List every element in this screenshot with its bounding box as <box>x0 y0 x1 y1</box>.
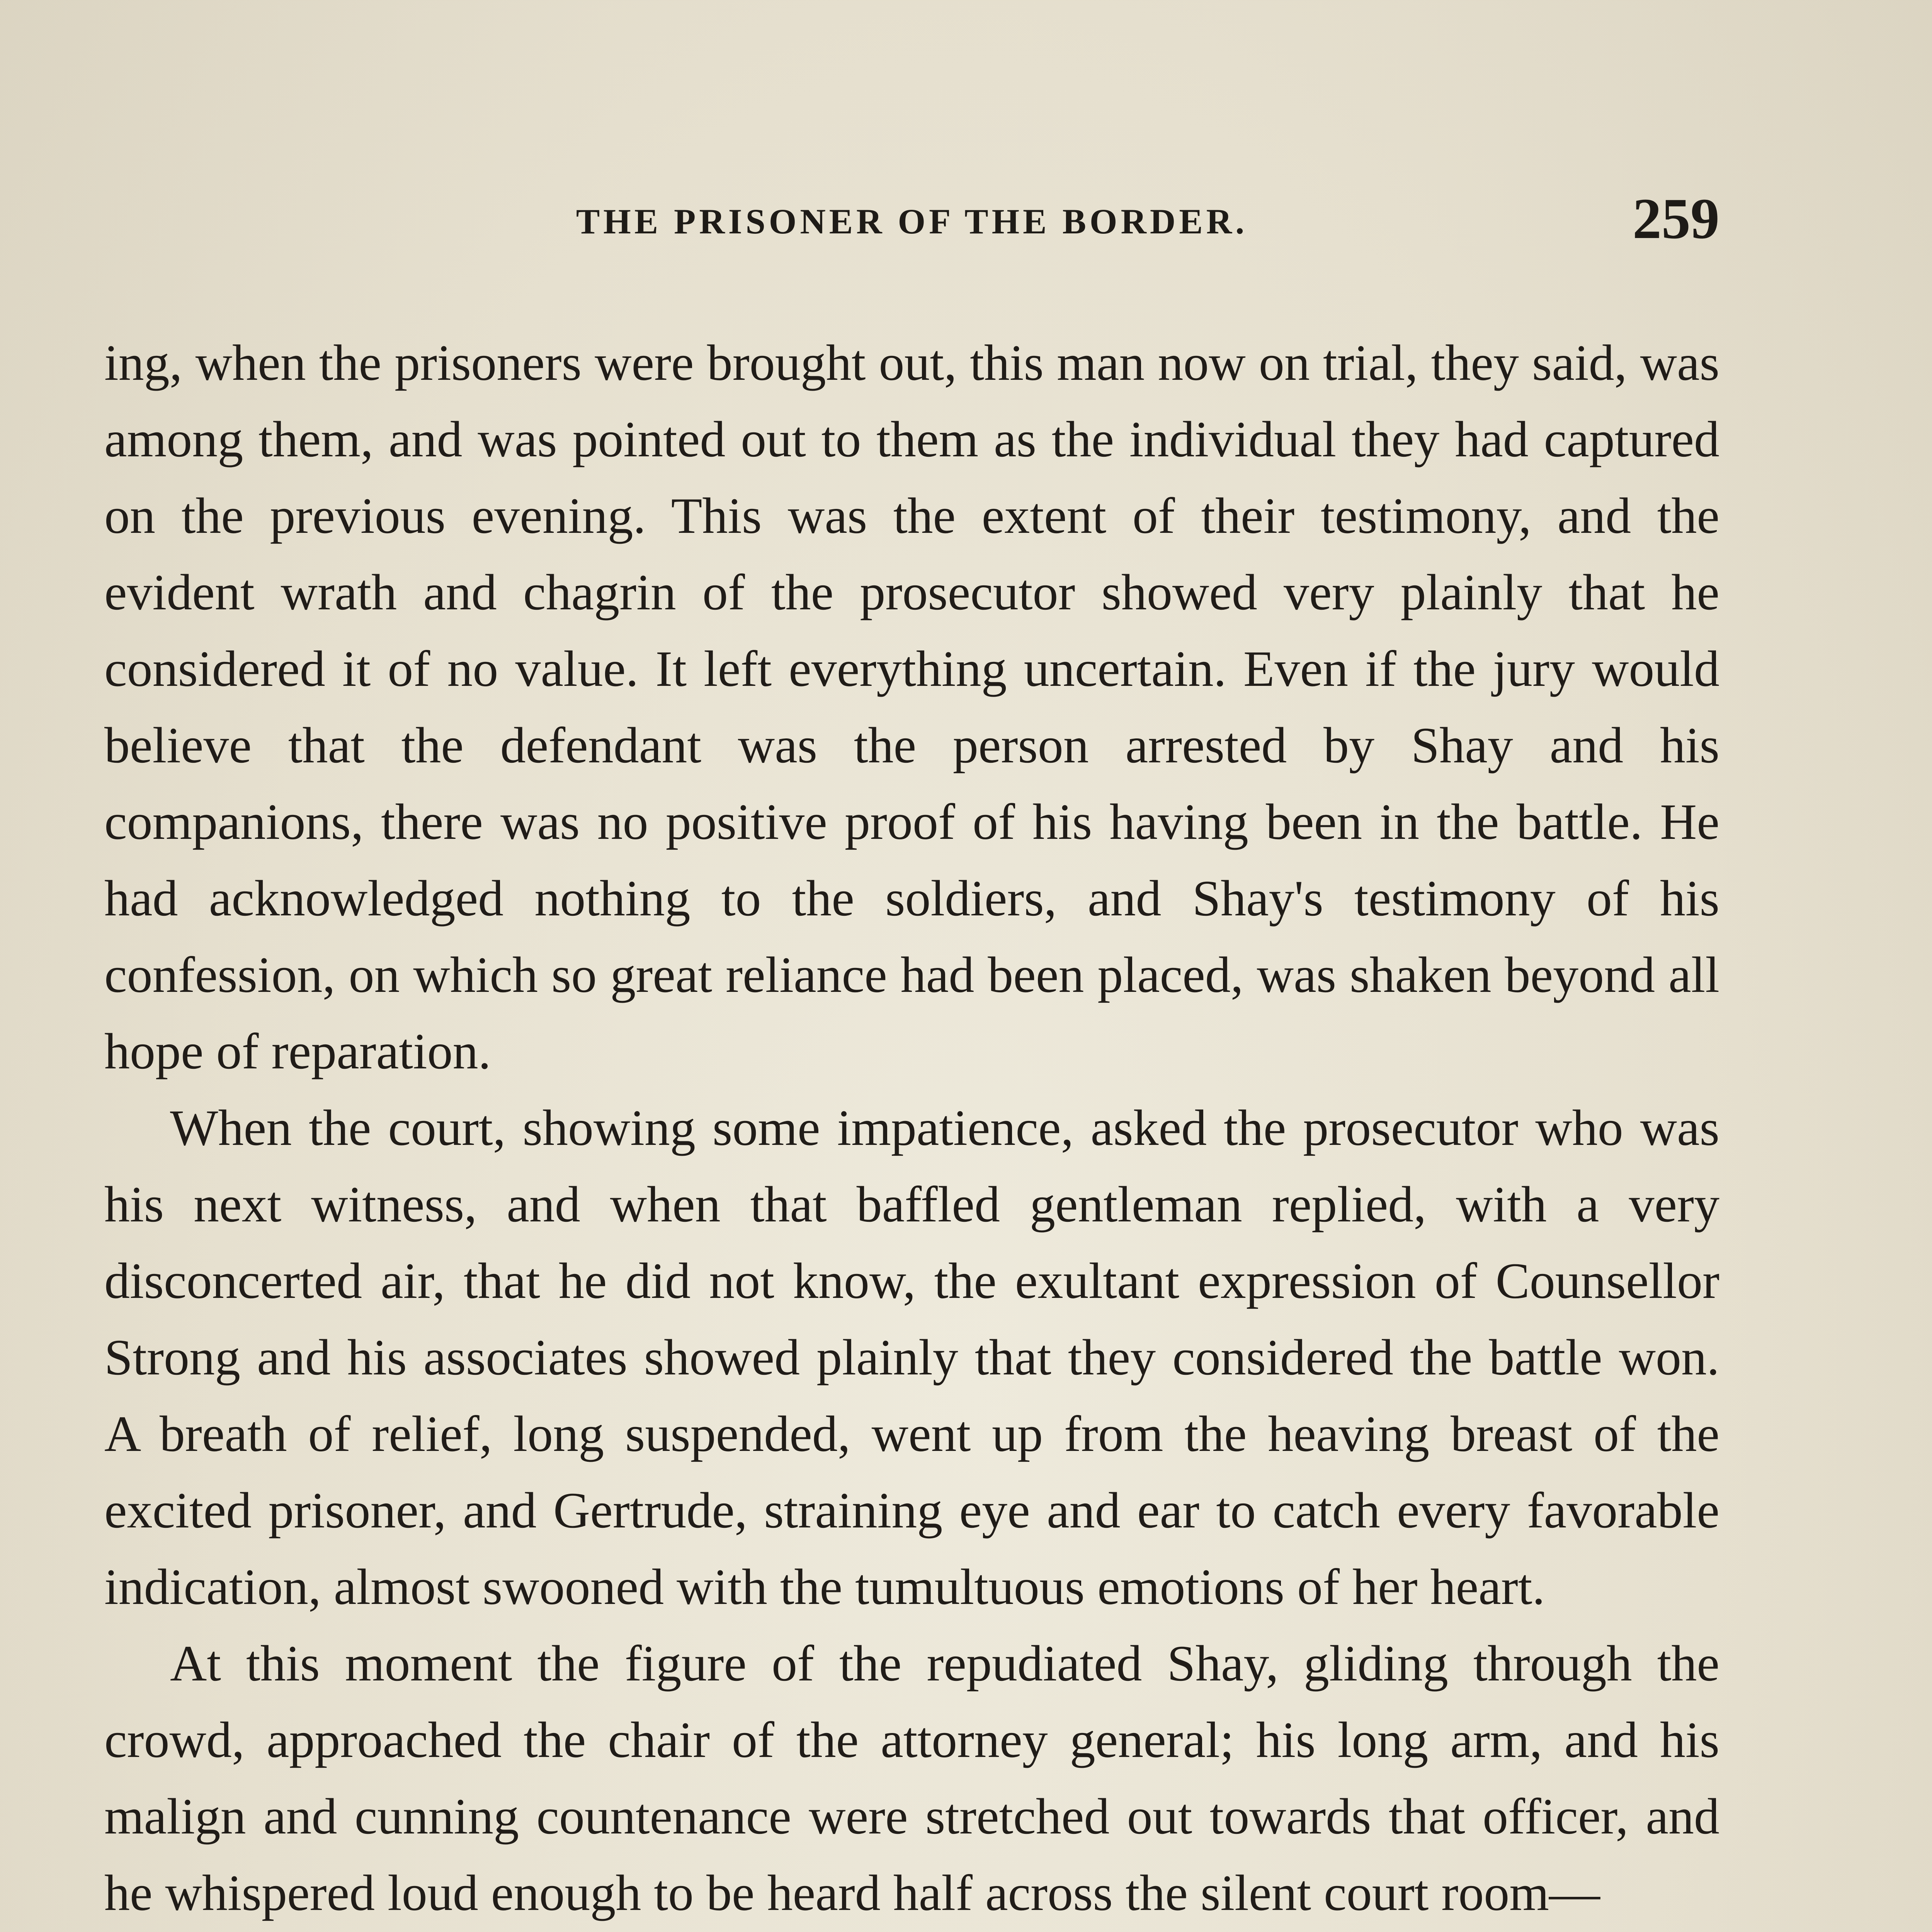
page-number: 259 <box>1633 187 1719 251</box>
paragraph-1: ing, when the prisoners were brought out, this man now on trial, they said, was among them, and was pointed out to them as the individual they had captured on the previous evening. This was the extent of their testimony, and the evident wrath and chagrin of the prosecutor showed very plainly that he considered it of no value. It left everything uncertain. Even if the jury would believe that the defendant was the person arrested by Shay and his companions, there was no positive proof of his having been in the battle. He had acknowledged nothing to the soldiers, and Shay's testimony of his confession, on which so great reliance had been placed, was shaken beyond all hope of reparation. <box>104 334 1719 1080</box>
paragraph-3: At this moment the figure of the repudiated Shay, gliding through the crowd, approached the chair of the attorney general; his long arm, and his malign and cunning countenance were stretched out towards that officer, and he whispered loud enough to be heard half across the silent court room— <box>104 1635 1719 1921</box>
paragraph-2: When the court, showing some impatience, asked the prosecutor who was his next witness, and when that baffled gentleman replied, with a very disconcerted air, that he did not know, the exultant expression of Counsellor Strong and his associates showed plainly that they considered the battle won. A breath of relief, long suspended, went up from the heaving breast of the excited prisoner, and Gertrude, straining eye and ear to catch every favorable indication, almost swooned with the tumultuous emotions of her heart. <box>104 1099 1719 1615</box>
body-text <box>104 325 1719 1932</box>
running-title: THE PRISONER OF THE BORDER. <box>576 202 1248 241</box>
running-head <box>104 178 1719 255</box>
